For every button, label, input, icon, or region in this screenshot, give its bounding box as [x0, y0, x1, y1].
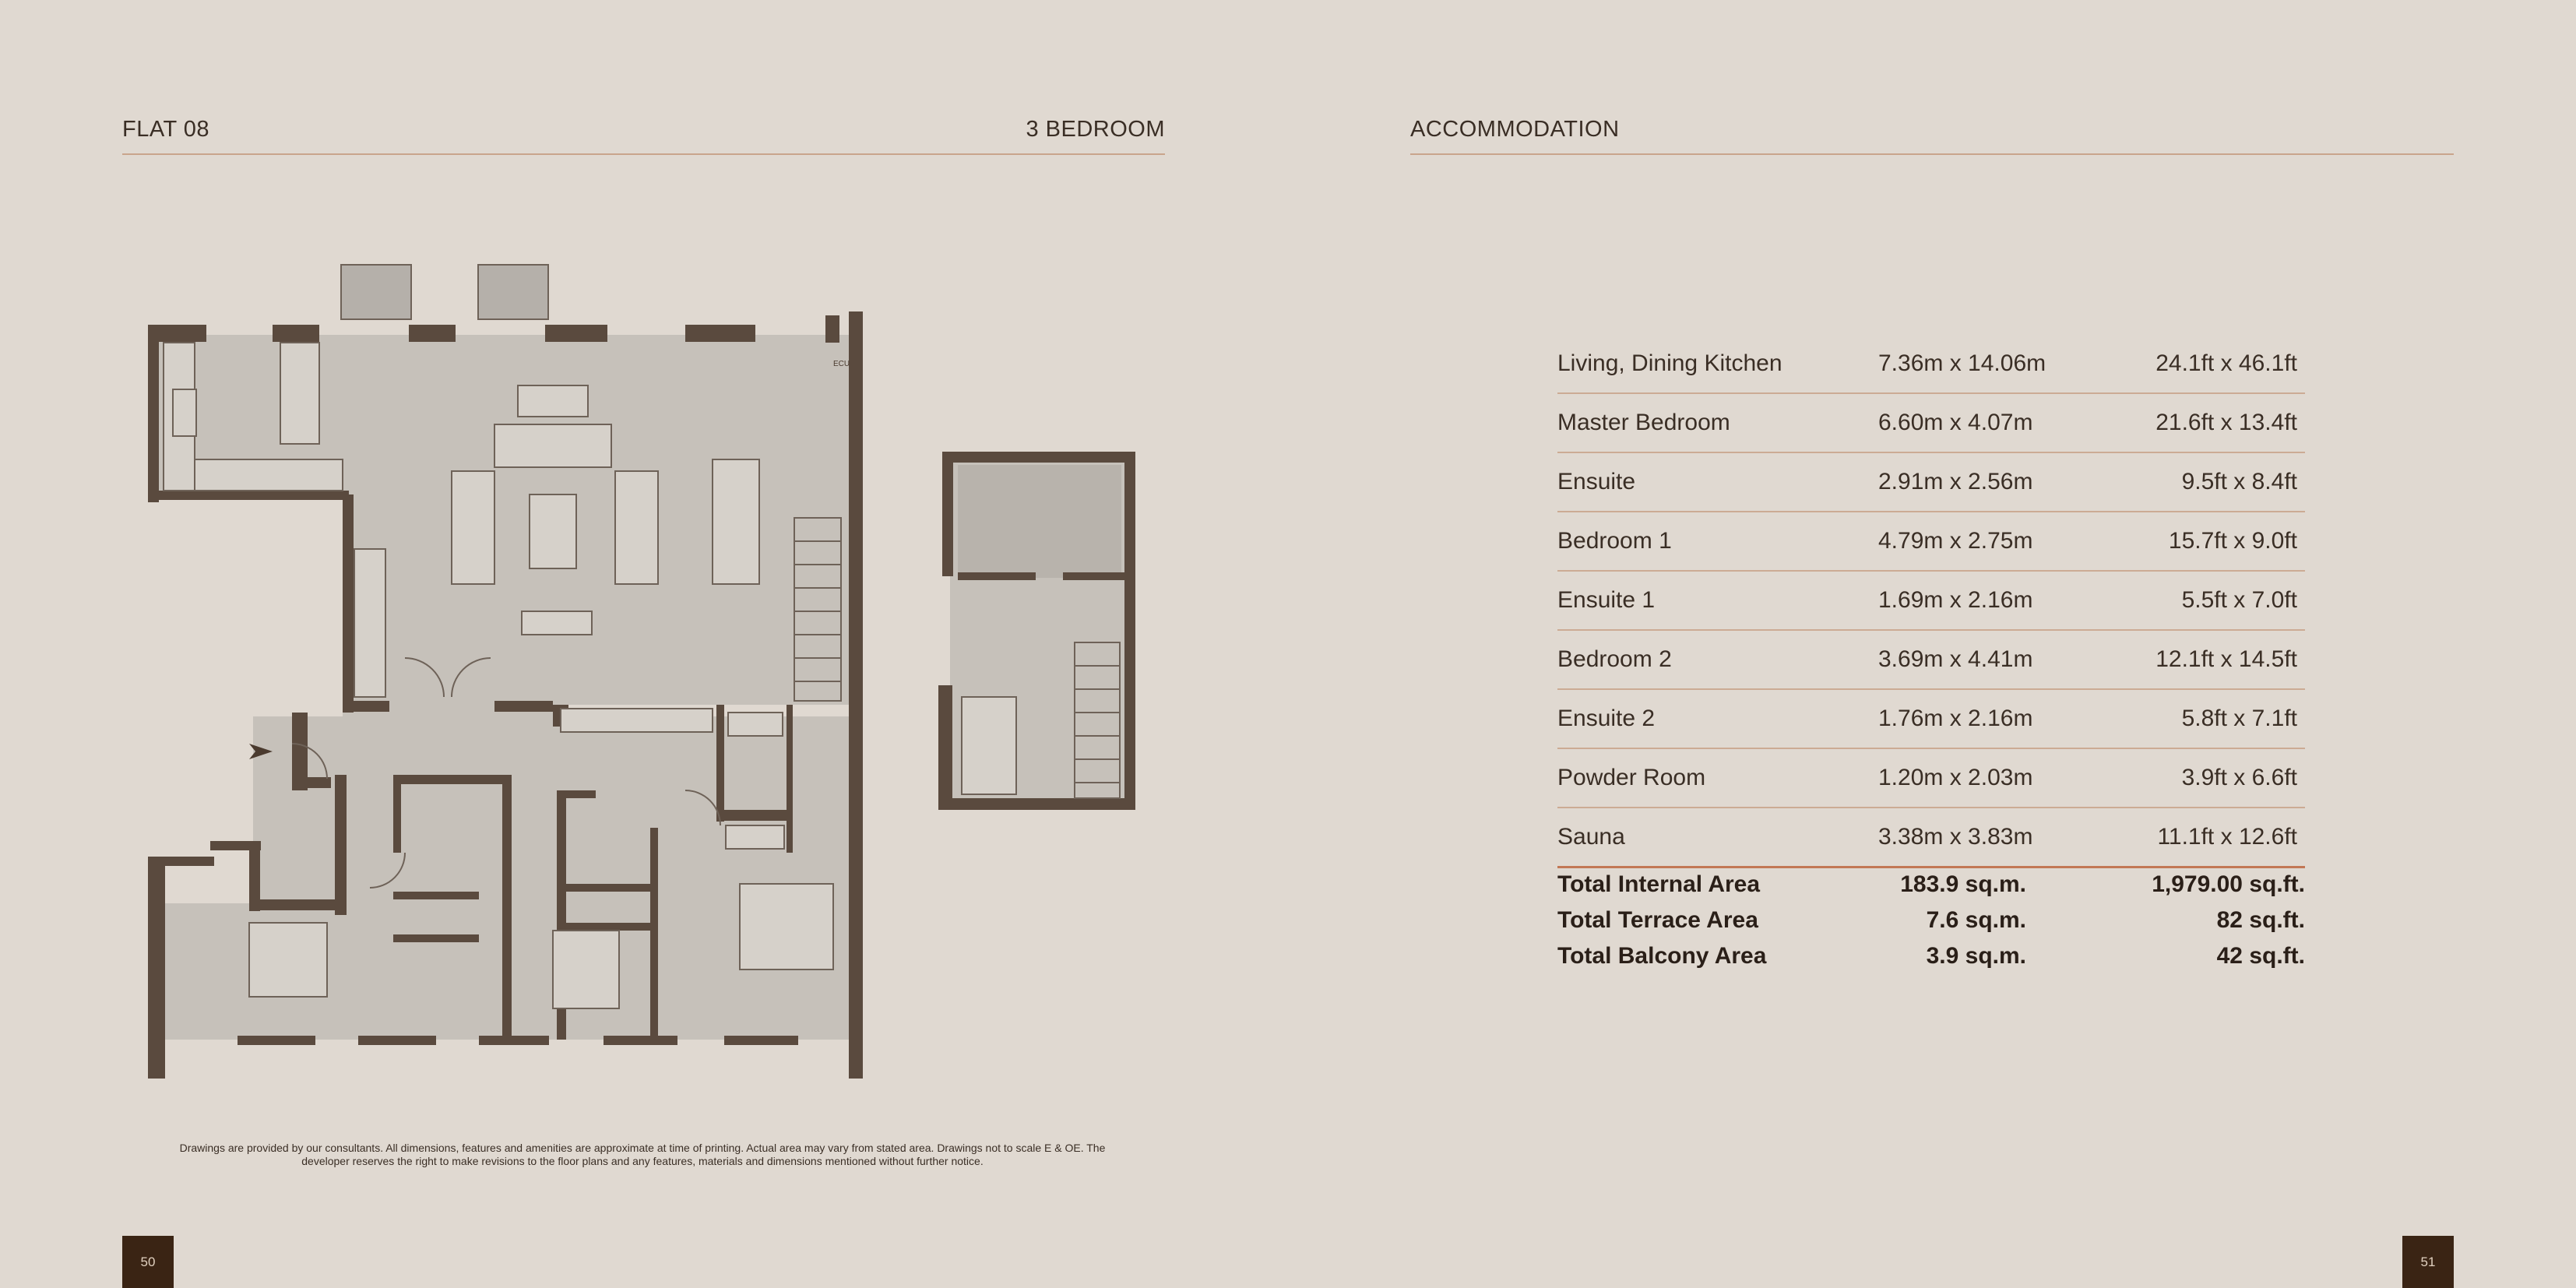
sauna-room	[958, 465, 1121, 578]
bath	[726, 825, 784, 849]
room-name: Sauna	[1557, 824, 1625, 850]
total-label: Total Internal Area	[1557, 871, 1761, 897]
wall	[393, 934, 479, 942]
imperial-dimensions: 5.5ft x 7.0ft	[2181, 587, 2297, 613]
header-divider-right	[1410, 153, 2454, 155]
floor-plan	[148, 261, 1153, 1079]
wall	[685, 325, 755, 342]
wall	[958, 572, 1036, 580]
lift-shaft	[354, 549, 385, 697]
wall	[494, 701, 553, 712]
wall	[152, 325, 206, 342]
wall	[292, 777, 331, 788]
area-totals	[1557, 871, 2305, 979]
imperial-dimensions: 3.9ft x 6.6ft	[2181, 765, 2297, 790]
total-metric: 3.9 sq.m.	[1926, 943, 2026, 969]
daybed	[962, 697, 1016, 794]
metric-dimensions: 7.36m x 14.06m	[1878, 350, 2046, 376]
wall	[343, 701, 389, 712]
vanity	[728, 713, 783, 736]
total-metric: 7.6 sq.m.	[1926, 907, 2026, 933]
room-name: Powder Room	[1557, 765, 1706, 790]
metric-dimensions: 6.60m x 4.07m	[1878, 410, 2033, 435]
wall	[716, 810, 787, 821]
balcony	[478, 265, 548, 319]
wall	[343, 494, 354, 713]
balcony	[341, 265, 411, 319]
flat-title: FLAT 08	[122, 117, 210, 142]
kitchen-counter	[195, 459, 343, 491]
dining-table	[713, 459, 759, 584]
imperial-dimensions: 11.1ft x 12.6ft	[2157, 824, 2297, 850]
imperial-dimensions: 12.1ft x 14.5ft	[2155, 646, 2297, 672]
bed	[553, 931, 619, 1008]
total-imperial: 82 sq.ft.	[2216, 907, 2305, 933]
wall	[148, 857, 165, 1079]
table-row	[1557, 453, 2305, 512]
wall	[825, 315, 839, 343]
wall	[238, 1036, 315, 1045]
total-label: Total Terrace Area	[1557, 907, 1758, 933]
metric-dimensions: 3.38m x 3.83m	[1878, 824, 2033, 850]
room-name: Bedroom 2	[1557, 646, 1672, 672]
wall	[849, 311, 863, 1079]
wall	[1124, 452, 1135, 810]
wall	[942, 452, 1135, 463]
imperial-dimensions: 5.8ft x 7.1ft	[2181, 706, 2297, 731]
table-row	[1557, 808, 2305, 868]
armchair	[452, 471, 494, 584]
tv-unit	[522, 611, 592, 635]
imperial-dimensions: 21.6ft x 13.4ft	[2155, 410, 2297, 435]
room-name: Ensuite	[1557, 469, 1636, 494]
total-metric: 183.9 sq.m.	[1900, 871, 2026, 897]
wall	[335, 775, 347, 915]
wall	[148, 491, 349, 500]
disclaimer-line: Drawings are provided by our consultants. All dimensions, features and amenities are approximate at time of printing. Actual area may vary from stated area. Drawings not to scale E & OE. The	[179, 1142, 1106, 1154]
wall	[604, 1036, 677, 1045]
total-imperial: 1,979.00 sq.ft.	[2152, 871, 2305, 897]
total-row	[1557, 943, 2305, 979]
wall	[393, 775, 401, 853]
metric-dimensions: 1.20m x 2.03m	[1878, 765, 2033, 790]
hob	[173, 389, 196, 436]
wall	[210, 841, 261, 850]
metric-dimensions: 2.91m x 2.56m	[1878, 469, 2033, 494]
wardrobe	[561, 709, 713, 732]
accommodation-table	[1557, 335, 2305, 868]
wall	[545, 325, 607, 342]
table-row	[1557, 572, 2305, 631]
total-imperial: 42 sq.ft.	[2216, 943, 2305, 969]
wall	[273, 325, 319, 342]
room-name: Master Bedroom	[1557, 410, 1730, 435]
bed	[249, 923, 327, 997]
room-name: Ensuite 1	[1557, 587, 1656, 613]
wall	[724, 1036, 798, 1045]
kitchen-island	[280, 343, 319, 444]
wall	[942, 452, 953, 576]
page-number-right: 51	[2402, 1236, 2454, 1288]
sideboard	[518, 385, 588, 417]
header-divider-left	[122, 153, 1165, 155]
room-name: Bedroom 1	[1557, 528, 1672, 554]
bed	[740, 884, 833, 970]
accommodation-title: ACCOMMODATION	[1410, 117, 1620, 142]
page-number-left: 50	[122, 1236, 174, 1288]
metric-dimensions: 3.69m x 4.41m	[1878, 646, 2033, 672]
wall	[502, 775, 512, 1040]
room-name: Living, Dining Kitchen	[1557, 350, 1782, 376]
table-row	[1557, 749, 2305, 808]
wall	[393, 775, 510, 784]
wall	[716, 705, 724, 822]
imperial-dimensions: 24.1ft x 46.1ft	[2155, 350, 2297, 376]
sofa	[494, 424, 611, 467]
disclaimer	[132, 1142, 1153, 1168]
metric-dimensions: 4.79m x 2.75m	[1878, 528, 2033, 554]
wall	[650, 828, 658, 1042]
metric-dimensions: 1.69m x 2.16m	[1878, 587, 2033, 613]
wall	[566, 884, 658, 892]
wall	[566, 923, 658, 931]
table-row	[1557, 512, 2305, 572]
wall	[393, 892, 479, 899]
imperial-dimensions: 9.5ft x 8.4ft	[2181, 469, 2297, 494]
wall	[249, 841, 260, 911]
table-row	[1557, 631, 2305, 690]
total-row	[1557, 907, 2305, 943]
wall	[148, 325, 159, 502]
armchair	[615, 471, 658, 584]
wall	[1063, 572, 1125, 580]
wall	[409, 325, 456, 342]
ecu-label: ECU	[833, 360, 850, 368]
wall	[358, 1036, 436, 1045]
coffee-table	[530, 494, 576, 568]
wall	[249, 899, 347, 910]
disclaimer-line: developer reserves the right to make revisions to the floor plans and any features, materials and dimensions mentioned without further notice.	[301, 1155, 984, 1167]
total-label: Total Balcony Area	[1557, 943, 1767, 969]
wall	[557, 790, 596, 798]
table-row	[1557, 335, 2305, 394]
total-row	[1557, 871, 2305, 907]
imperial-dimensions: 15.7ft x 9.0ft	[2168, 528, 2297, 554]
table-row	[1557, 394, 2305, 453]
bedroom-count: 3 BEDROOM	[1026, 117, 1165, 142]
wall	[479, 1036, 549, 1045]
room-name: Ensuite 2	[1557, 706, 1656, 731]
wall	[787, 705, 793, 853]
wall	[938, 685, 952, 810]
wall	[938, 798, 1135, 810]
metric-dimensions: 1.76m x 2.16m	[1878, 706, 2033, 731]
table-row	[1557, 690, 2305, 749]
